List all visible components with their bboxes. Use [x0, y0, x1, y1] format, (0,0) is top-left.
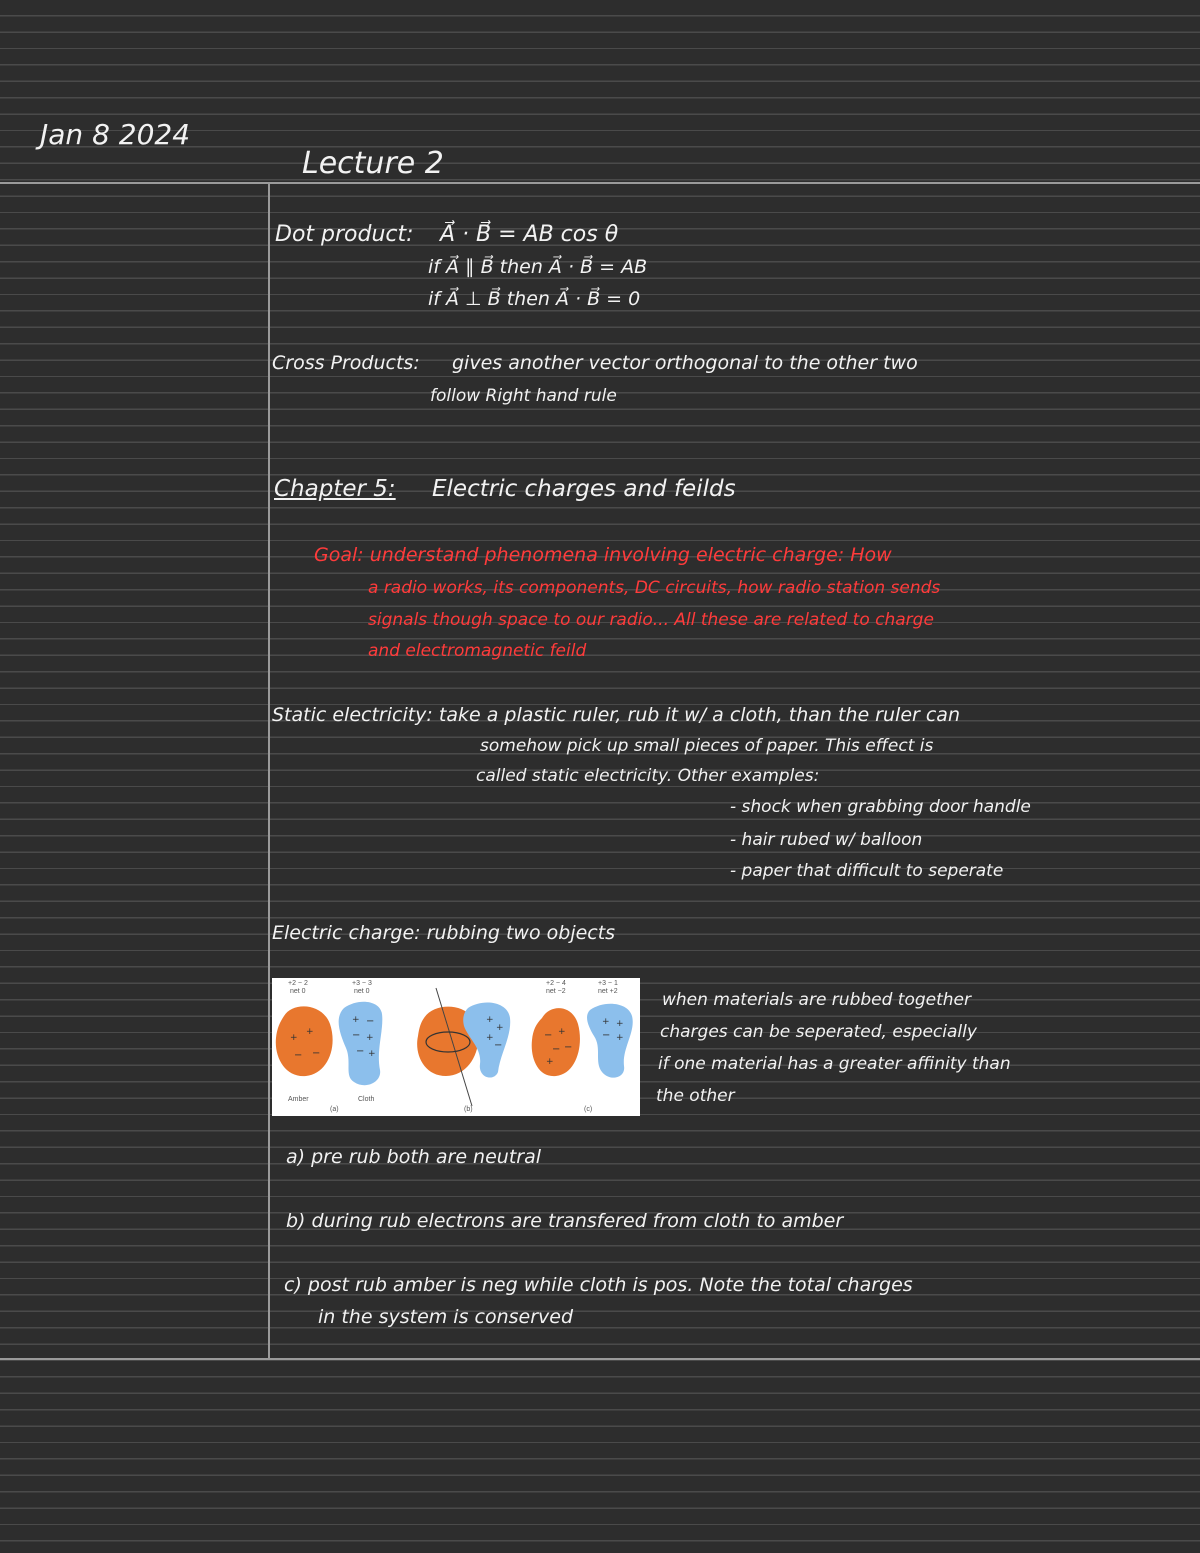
fig-a-cloth-net: net 0 [354, 988, 370, 995]
static-line-3: called static electricity. Other examples: [476, 766, 820, 786]
svg-text:+: + [290, 1033, 298, 1043]
fig-panel-a: (a) [330, 1106, 339, 1113]
fig-a-cloth-top: +3 − 3 [352, 980, 372, 987]
svg-text:+: + [616, 1019, 624, 1029]
svg-text:+: + [366, 1033, 374, 1043]
svg-text:−: − [312, 1048, 321, 1059]
amber-a [276, 1006, 333, 1076]
svg-text:−: − [602, 1030, 611, 1041]
electric-charge-heading: Electric charge: rubbing two objects [272, 922, 616, 944]
charge-item-c-line2: in the system is conserved [318, 1306, 574, 1328]
figure-note-2: charges can be seperated, especially [660, 1022, 977, 1042]
fig-c-cloth-top: +3 − 1 [598, 980, 618, 987]
goal-line-3: signals though space to our radio... All these are related to charge [368, 610, 934, 630]
fig-c-cloth-net: net +2 [598, 988, 618, 995]
svg-text:−: − [352, 1030, 361, 1041]
fig-panel-c: (c) [584, 1106, 593, 1113]
svg-text:−: − [366, 1016, 375, 1027]
amber-cloth-illustration [272, 978, 640, 1116]
svg-text:−: − [552, 1044, 561, 1055]
fig-amber-label: Amber [288, 1096, 309, 1103]
header-rule [0, 182, 1200, 184]
cross-products-line2: follow Right hand rule [430, 386, 617, 406]
svg-text:+: + [486, 1033, 494, 1043]
goal-line-2: a radio works, its components, DC circuits, how radio station sends [368, 578, 941, 598]
footer-rule [0, 1358, 1200, 1360]
static-example-1: - shock when grabbing door handle [730, 797, 1031, 817]
svg-text:+: + [368, 1049, 376, 1059]
svg-text:+: + [616, 1033, 624, 1043]
svg-text:+: + [352, 1015, 360, 1025]
page-title: Lecture 2 [302, 146, 444, 181]
svg-text:+: + [602, 1017, 610, 1027]
static-line-1: Static electricity: take a plastic ruler, rub it w/ a cloth, than the ruler can [272, 704, 960, 726]
svg-text:+: + [558, 1027, 566, 1037]
amber-c [532, 1008, 580, 1076]
charge-item-b: b) during rub electrons are transfered from cloth to amber [286, 1210, 844, 1232]
figure-note-1: when materials are rubbed together [662, 990, 972, 1010]
svg-text:+: + [486, 1015, 494, 1025]
svg-text:−: − [294, 1050, 303, 1061]
svg-text:−: − [356, 1046, 365, 1057]
svg-text:−: − [494, 1040, 503, 1051]
svg-text:+: + [546, 1057, 554, 1067]
svg-text:−: − [564, 1042, 573, 1053]
figure-note-4: the other [656, 1086, 735, 1106]
dot-product-parallel: if A⃗ ∥ B⃗ then A⃗ · B⃗ = AB [428, 256, 648, 278]
figure-note-3: if one material has a greater affinity than [658, 1054, 1011, 1074]
cross-products-line1: gives another vector orthogonal to the other two [452, 352, 918, 374]
fig-c-amber-top: +2 − 4 [546, 980, 566, 987]
fig-c-amber-net: net −2 [546, 988, 566, 995]
dot-product-formula: A⃗ · B⃗ = AB cos θ [440, 222, 619, 247]
charge-item-c-line1: c) post rub amber is neg while cloth is pos. Note the total charges [284, 1274, 913, 1296]
fig-panel-b: (b) [464, 1106, 473, 1113]
cloth-a [339, 1002, 383, 1085]
static-line-2: somehow pick up small pieces of paper. This effect is [480, 736, 934, 756]
dot-product-label: Dot product: [275, 222, 414, 247]
svg-text:−: − [544, 1030, 553, 1041]
margin-rule [268, 183, 270, 1358]
static-example-3: - paper that difficult to seperate [730, 861, 1004, 881]
fig-a-amber-top: +2 − 2 [288, 980, 308, 987]
svg-text:+: + [496, 1023, 504, 1033]
note-date: Jan 8 2024 [40, 118, 191, 151]
chapter-label: Chapter 5: [274, 476, 396, 502]
fig-a-amber-net: net 0 [290, 988, 306, 995]
static-example-2: - hair rubed w/ balloon [730, 830, 923, 850]
amber-cloth-figure [272, 978, 640, 1116]
svg-text:+: + [306, 1027, 314, 1037]
goal-line-1: Goal: understand phenomena involving electric charge: How [314, 544, 892, 566]
goal-line-4: and electromagnetic feild [368, 641, 587, 661]
fig-cloth-label: Cloth [358, 1096, 375, 1103]
chapter-title: Electric charges and feilds [432, 476, 736, 502]
dot-product-perpendicular: if A⃗ ⊥ B⃗ then A⃗ · B⃗ = 0 [428, 288, 641, 310]
cross-products-label: Cross Products: [272, 352, 420, 374]
charge-item-a: a) pre rub both are neutral [286, 1146, 542, 1168]
